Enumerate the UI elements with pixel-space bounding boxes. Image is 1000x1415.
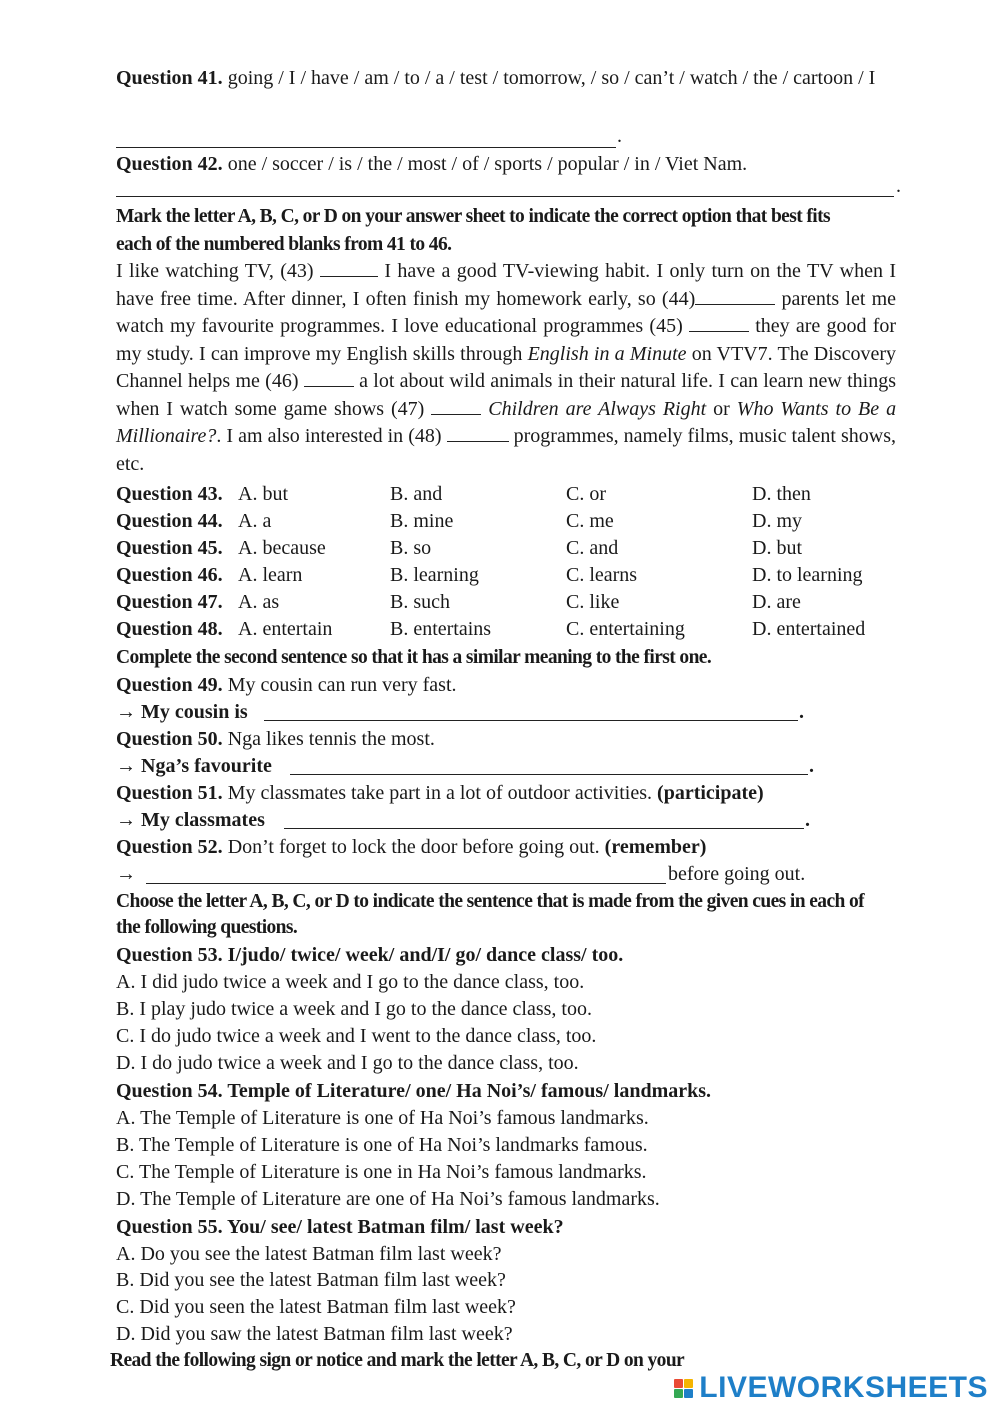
option-54-c[interactable]: C. The Temple of Literature is one in Ha Noi’s famous landmarks. (116, 1161, 647, 1183)
passage-part: I have a good TV-viewing habit. I only turn on the TV when I have free time. After dinner, I often finish my homework early, so (44) (116, 260, 897, 310)
option-44-b[interactable]: B. mine (390, 510, 454, 532)
option-54-b[interactable]: B. The Temple of Literature is one of Ha Noi’s landmarks famous. (116, 1134, 648, 1156)
question-42 (116, 152, 747, 176)
option-46-c[interactable]: C. learns (566, 564, 638, 586)
passage-part: programmes, namely films, music talent shows, etc. (116, 425, 896, 475)
option-47-d[interactable]: D. are (752, 591, 801, 613)
question-51-hint: (participate) (657, 782, 764, 804)
question-42-text: one / soccer / is / the / most / of / sports / popular / in / Viet Nam. (227, 153, 748, 175)
option-46-d[interactable]: D. to learning (752, 564, 863, 586)
option-47-c[interactable]: C. like (566, 591, 620, 613)
answer-51-period: . (805, 809, 810, 831)
rewrite-52-cue: → (116, 863, 136, 885)
answer-line-49[interactable] (264, 720, 798, 721)
question-45-label: Question 45. (116, 537, 223, 559)
instruction-rewrite: Complete the second sentence so that it has a similar meaning to the first one. (116, 647, 712, 668)
passage-part: I like watching TV, (43) (116, 260, 314, 282)
option-45-b[interactable]: B. so (390, 537, 432, 559)
rewrite-52-ending: before going out. (668, 863, 806, 885)
option-48-d[interactable]: D. entertained (752, 618, 866, 640)
option-44-c[interactable]: C. me (566, 510, 614, 532)
option-44-d[interactable]: D. my (752, 510, 802, 532)
answer-line-41[interactable] (116, 147, 616, 148)
question-53-title: Question 53. I/judo/ twice/ week/ and/I/ go/ dance class/ too. (116, 944, 624, 966)
blank-48[interactable] (447, 424, 509, 442)
question-52-text: Don’t forget to lock the door before going out. (227, 836, 600, 858)
rewrite-51-cue: → My classmates (116, 809, 265, 831)
option-53-b[interactable]: B. I play judo twice a week and I go to the dance class, too. (116, 998, 592, 1020)
answer-line-51[interactable] (284, 828, 804, 829)
passage-title-millionaire: Who Wants to Be a Millionaire? (116, 397, 897, 447)
question-46-label: Question 46. (116, 564, 223, 586)
answer-line-52[interactable] (146, 883, 666, 884)
blank-45[interactable] (689, 314, 749, 332)
question-52-label: Question 52. (116, 836, 223, 858)
question-50-text: Nga likes tennis the most. (227, 728, 435, 750)
question-50 (116, 727, 435, 751)
option-46-a[interactable]: A. learn (238, 564, 303, 586)
passage-part: . I am also interested in (48) (216, 425, 442, 447)
question-51-text: My classmates take part in a lot of outdoor activities. (227, 782, 653, 804)
passage-title-english-in-a-minute: English in a Minute (527, 342, 687, 365)
option-45-c[interactable]: C. and (566, 537, 619, 559)
option-43-d[interactable]: D. then (752, 483, 811, 505)
instruction-cues: Choose the letter A, B, C, or D to indicate the sentence that is made from the given cues in each of (116, 891, 865, 912)
passage-part: they are good for my study. I can improve my English skills through (116, 315, 897, 365)
question-49 (116, 673, 457, 697)
option-48-a[interactable]: A. entertain (238, 618, 333, 640)
brand-name: LIVEWORKSHEETS (699, 1371, 988, 1404)
passage-part: parents let me watch my favourite programmes. I love educational programmes (45) (116, 287, 896, 337)
answer-41-period: . (617, 125, 622, 147)
question-52-hint: (remember) (604, 836, 707, 858)
question-47-label: Question 47. (116, 591, 223, 613)
answer-line-42[interactable] (116, 196, 894, 197)
blank-46[interactable] (304, 369, 354, 387)
option-54-a[interactable]: A. The Temple of Literature is one of Ha Noi’s famous landmarks. (116, 1107, 649, 1129)
question-54-title: Question 54. Temple of Literature/ one/ Ha Noi’s/ famous/ landmarks. (116, 1080, 712, 1102)
option-55-b[interactable]: B. Did you see the latest Batman film last week? (116, 1269, 506, 1291)
question-55-title: Question 55. You/ see/ latest Batman film/ last week? (116, 1216, 564, 1238)
question-52 (116, 835, 706, 859)
question-51 (116, 781, 764, 805)
question-43-label: Question 43. (116, 483, 223, 505)
instruction-sign: Read the following sign or notice and mark the letter A, B, C, or D on your (110, 1350, 685, 1371)
passage-title-children: Children are Always Right (488, 397, 707, 420)
logo-grid-icon (674, 1379, 693, 1398)
option-43-b[interactable]: B. and (390, 483, 443, 505)
question-42-label: Question 42. (116, 153, 223, 175)
option-43-a[interactable]: A. but (238, 483, 288, 505)
question-49-text: My cousin can run very fast. (227, 674, 457, 696)
passage-part: or (713, 397, 730, 420)
option-53-a[interactable]: A. I did judo twice a week and I go to the dance class, too. (116, 971, 585, 993)
question-44-label: Question 44. (116, 510, 223, 532)
instruction-cloze-cont: each of the numbered blanks from 41 to 46. (116, 234, 452, 255)
option-47-a[interactable]: A. as (238, 591, 280, 613)
question-48-label: Question 48. (116, 618, 223, 640)
rewrite-50-cue: → Nga’s favourite (116, 755, 272, 777)
question-51-label: Question 51. (116, 782, 223, 804)
question-50-label: Question 50. (116, 728, 223, 750)
liveworksheets-logo (674, 1371, 988, 1405)
option-55-c[interactable]: C. Did you seen the latest Batman film last week? (116, 1296, 516, 1318)
answer-line-50[interactable] (290, 774, 808, 775)
cloze-passage (116, 258, 896, 478)
option-47-b[interactable]: B. such (390, 591, 450, 613)
blank-43[interactable] (320, 259, 378, 277)
option-54-d[interactable]: D. The Temple of Literature are one of Ha Noi’s famous landmarks. (116, 1188, 660, 1210)
option-44-a[interactable]: A. a (238, 510, 272, 532)
option-53-c[interactable]: C. I do judo twice a week and I went to the dance class, too. (116, 1025, 597, 1047)
instruction-cues-cont: the following questions. (116, 917, 298, 938)
answer-42-period: . (896, 175, 901, 197)
blank-47[interactable] (431, 397, 481, 415)
option-45-a[interactable]: A. because (238, 537, 326, 559)
option-55-a[interactable]: A. Do you see the latest Batman film last week? (116, 1243, 502, 1265)
question-41-label: Question 41. (116, 67, 223, 89)
option-48-b[interactable]: B. entertains (390, 618, 492, 640)
instruction-cloze: Mark the letter A, B, C, or D on your answer sheet to indicate the correct option that best fits (116, 206, 830, 227)
option-46-b[interactable]: B. learning (390, 564, 479, 586)
rewrite-49-cue: → My cousin is (116, 701, 248, 723)
answer-50-period: . (809, 755, 814, 777)
answer-49-period: . (799, 701, 804, 723)
question-49-label: Question 49. (116, 674, 223, 696)
blank-44[interactable] (695, 287, 775, 305)
option-55-d[interactable]: D. Did you saw the latest Batman film last week? (116, 1323, 513, 1345)
question-41 (116, 66, 875, 90)
question-41-text: going / I / have / am / to / a / test / tomorrow, / so / can’t / watch / the / cartoon / I (227, 67, 876, 89)
option-48-c[interactable]: C. entertaining (566, 618, 685, 640)
passage-part: a lot about wild animals in their natural life. I can learn new things when I watch some game shows (47) (116, 370, 897, 420)
option-53-d[interactable]: D. I do judo twice a week and I go to the dance class, too. (116, 1052, 579, 1074)
option-43-c[interactable]: C. or (566, 483, 606, 505)
option-45-d[interactable]: D. but (752, 537, 802, 559)
passage-part: on VTV7. The Discovery Channel helps me (46) (116, 342, 896, 392)
